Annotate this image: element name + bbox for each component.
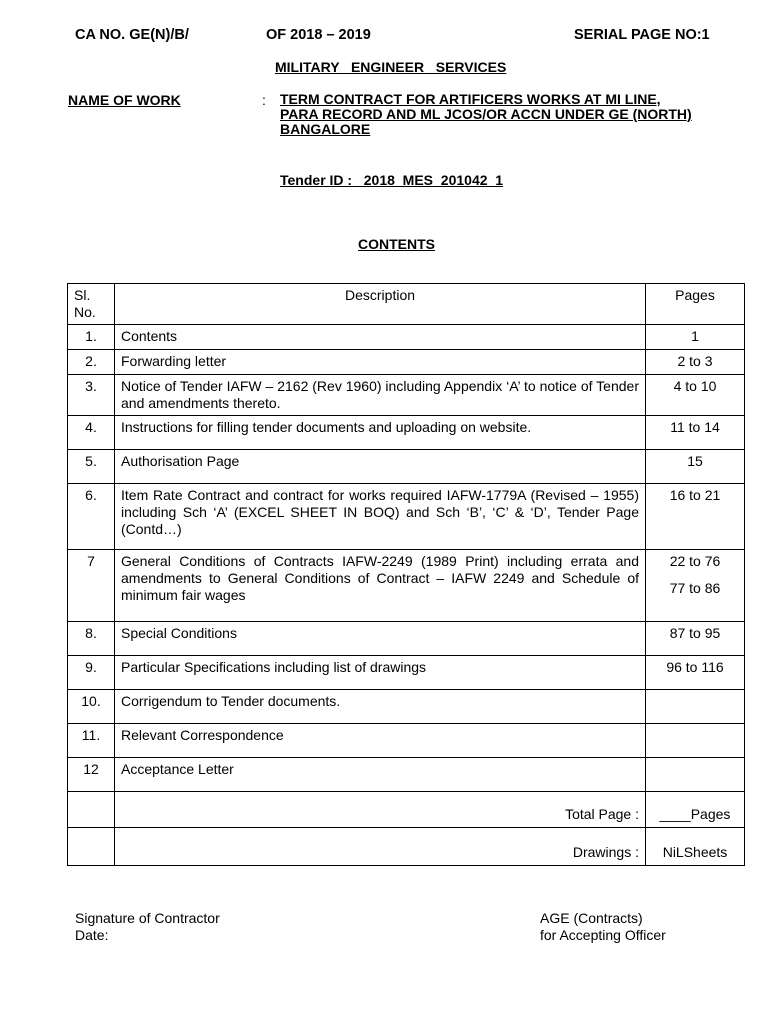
row-pages: 1: [646, 325, 745, 350]
drawings-row: [68, 828, 745, 866]
table-row: [68, 656, 745, 690]
row-description: Acceptance Letter: [115, 758, 646, 792]
ca-number: CA NO. GE(N)/B/: [75, 27, 189, 43]
table-row: [68, 622, 745, 656]
header-sl-no: Sl. No.: [68, 284, 115, 325]
name-of-work-line-1: TERM CONTRACT FOR ARTIFICERS WORKS AT MI LINE,: [280, 91, 661, 107]
accepting-officer-label: for Accepting Officer: [540, 927, 666, 943]
row-description: General Conditions of Contracts IAFW-2249 (1989 Print) including errata and amendments to General Conditions of Contract – IAFW 2249 and Schedule of minimum fair wages: [115, 550, 646, 622]
table-row: [68, 325, 745, 350]
total-value: ____Pages: [646, 792, 745, 828]
row-description: Relevant Correspondence: [115, 724, 646, 758]
table-row: [68, 450, 745, 484]
row-sl: 10.: [68, 690, 115, 724]
row-sl: 11.: [68, 724, 115, 758]
row-description: Special Conditions: [115, 622, 646, 656]
name-of-work-label: NAME OF WORK: [68, 92, 181, 108]
drawings-label: Drawings :: [115, 828, 646, 866]
row-sl: 1.: [68, 325, 115, 350]
row-sl: 4.: [68, 416, 115, 450]
row-sl: 8.: [68, 622, 115, 656]
row-description: Particular Specifications including list of drawings: [115, 656, 646, 690]
contract-year: OF 2018 – 2019: [266, 27, 371, 43]
row-sl: 2.: [68, 350, 115, 375]
name-of-work-text: [280, 92, 692, 137]
table-header-row: [68, 284, 745, 325]
row-pages: 87 to 95: [646, 622, 745, 656]
tender-id: Tender ID : 2018_MES_201042_1: [280, 172, 504, 188]
row-pages: 4 to 10: [646, 375, 745, 416]
row-pages-secondary: 77 to 86: [669, 580, 721, 596]
serial-page-number: SERIAL PAGE NO:1: [574, 27, 710, 43]
table-row: [68, 690, 745, 724]
row-sl: 7: [68, 550, 115, 622]
name-of-work-line-3: BANGALORE: [280, 121, 371, 137]
table-row: [68, 484, 745, 550]
table-row: [68, 724, 745, 758]
row-description: Authorisation Page: [115, 450, 646, 484]
accepting-officer-block: [540, 910, 666, 944]
row-description: Forwarding letter: [115, 350, 646, 375]
row-pages: [646, 724, 745, 758]
row-pages: 16 to 21: [646, 484, 745, 550]
contents-table: [67, 283, 745, 866]
row-description: Corrigendum to Tender documents.: [115, 690, 646, 724]
row-sl: 5.: [68, 450, 115, 484]
table-row: [68, 758, 745, 792]
organization-title: MILITARY ENGINEER SERVICES: [275, 59, 507, 75]
name-of-work-colon: :: [262, 92, 266, 108]
table-row: [68, 416, 745, 450]
contractor-signature-label: Signature of Contractor: [75, 910, 220, 926]
contents-heading: CONTENTS: [358, 236, 435, 252]
row-pages: 2 to 3: [646, 350, 745, 375]
row-description: Instructions for filling tender documents and uploading on website.: [115, 416, 646, 450]
row-sl: 6.: [68, 484, 115, 550]
row-pages: 15: [646, 450, 745, 484]
row-pages: [646, 758, 745, 792]
row-pages: 11 to 14: [646, 416, 745, 450]
total-label: Total Page :: [115, 792, 646, 828]
row-pages-cell: [646, 550, 745, 622]
row-pages: [646, 690, 745, 724]
table-row: [68, 550, 745, 622]
total-row: [68, 792, 745, 828]
drawings-value: NiLSheets: [646, 828, 745, 866]
row-sl: 3.: [68, 375, 115, 416]
row-description: Contents: [115, 325, 646, 350]
contractor-signature-block: [75, 910, 220, 944]
row-sl: 12: [68, 758, 115, 792]
header-description: Description: [115, 284, 646, 325]
row-description: Notice of Tender IAFW – 2162 (Rev 1960) including Appendix ‘A’ to notice of Tender and amendments thereto.: [115, 375, 646, 416]
header-pages: Pages: [646, 284, 745, 325]
table-row: [68, 350, 745, 375]
name-of-work-line-2: PARA RECORD AND ML JCOS/OR ACCN UNDER GE (NORTH): [280, 106, 692, 122]
table-row: [68, 375, 745, 416]
row-description: Item Rate Contract and contract for works required IAFW-1779A (Revised – 1955) including Sch ‘A’ (EXCEL SHEET IN BOQ) and Sch ‘B’, ‘C’ & ‘D’, Tender Page (Contd…): [115, 484, 646, 550]
row-sl: 9.: [68, 656, 115, 690]
row-pages: 22 to 76: [669, 553, 721, 569]
date-label: Date:: [75, 927, 109, 943]
row-pages: 96 to 116: [646, 656, 745, 690]
age-contracts-label: AGE (Contracts): [540, 910, 643, 926]
